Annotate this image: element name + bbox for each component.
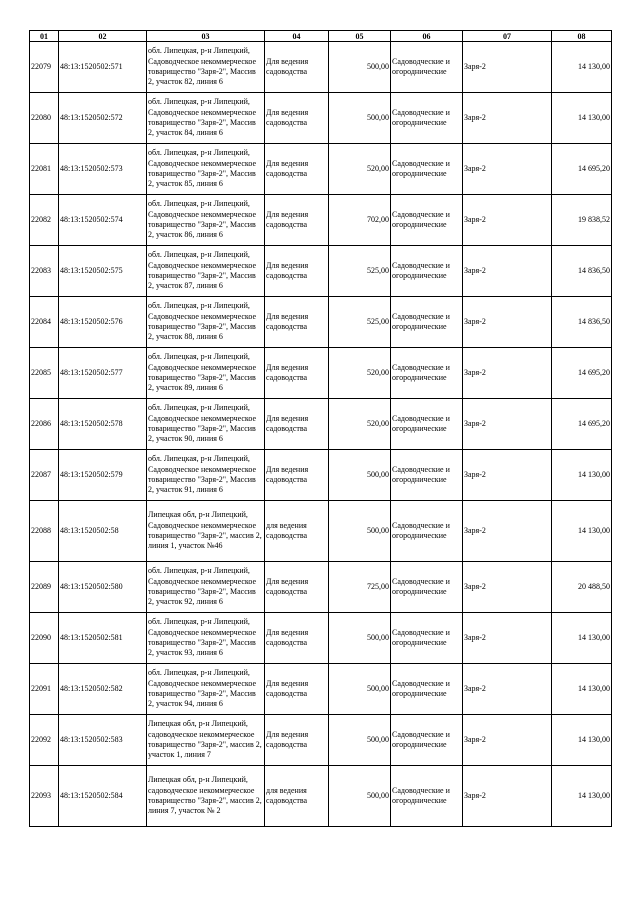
cadastral-value-cell: 14 130,00 [552,664,612,715]
row-number-cell: 22091 [30,664,59,715]
row-number-cell: 22080 [30,93,59,144]
land-registry-table [29,30,612,827]
location-name-cell: Заря-2 [463,562,552,613]
address-text: обл. Липецкая, р-н Липецкий, Садоводческое некоммерческое товарищество "Заря-2", Массив 2, участок 94, линия 6 [148,668,257,709]
location-name-cell: Заря-2 [463,93,552,144]
cadastral-number-cell: 48:13:1520502:575 [59,246,147,297]
table-row [30,195,612,246]
column-header: 07 [463,31,552,42]
cadastral-value-cell: 14 130,00 [552,613,612,664]
category-cell: Садоводческие и огороднические [391,613,463,664]
cadastral-value-cell: 20 488,50 [552,562,612,613]
address-cell [147,562,265,613]
permitted-use-cell: Для ведения садоводства [265,42,329,93]
row-number-cell: 22088 [30,501,59,562]
row-number-cell: 22085 [30,348,59,399]
table-row [30,501,612,562]
cadastral-number-cell: 48:13:1520502:584 [59,766,147,827]
table-row [30,399,612,450]
cadastral-number-cell: 48:13:1520502:581 [59,613,147,664]
address-cell [147,501,265,562]
address-cell [147,93,265,144]
permitted-use-cell: Для ведения садоводства [265,144,329,195]
cadastral-value-cell: 14 695,20 [552,144,612,195]
permitted-use-cell: Для ведения садоводства [265,613,329,664]
category-cell: Садоводческие и огороднические [391,297,463,348]
area-cell: 525,00 [329,297,391,348]
category-cell: Садоводческие и огороднические [391,715,463,766]
cadastral-value-cell: 14 695,20 [552,399,612,450]
cadastral-number-cell: 48:13:1520502:58 [59,501,147,562]
table-row [30,562,612,613]
permitted-use-cell: Для ведения садоводства [265,93,329,144]
row-number-cell: 22083 [30,246,59,297]
category-cell: Садоводческие и огороднические [391,664,463,715]
cadastral-value-cell: 19 838,52 [552,195,612,246]
area-cell: 500,00 [329,766,391,827]
cadastral-number-cell: 48:13:1520502:580 [59,562,147,613]
address-cell [147,144,265,195]
column-header: 03 [147,31,265,42]
table-header [30,31,612,42]
permitted-use-cell: Для ведения садоводства [265,348,329,399]
area-cell: 525,00 [329,246,391,297]
address-cell [147,613,265,664]
address-cell [147,297,265,348]
column-header: 01 [30,31,59,42]
address-text: обл. Липецкая, р-н Липецкий, Садоводческое некоммерческое товарищество "Заря-2", Массив 2, участок 87, линия 6 [148,250,257,291]
permitted-use-cell: Для ведения садоводства [265,195,329,246]
area-cell: 702,00 [329,195,391,246]
permitted-use-cell: для ведения садоводства [265,501,329,562]
location-name-cell: Заря-2 [463,715,552,766]
location-name-cell: Заря-2 [463,144,552,195]
cadastral-number-cell: 48:13:1520502:571 [59,42,147,93]
permitted-use-cell: Для ведения садоводства [265,297,329,348]
cadastral-value-cell: 14 130,00 [552,501,612,562]
location-name-cell: Заря-2 [463,42,552,93]
area-cell: 520,00 [329,348,391,399]
cadastral-number-cell: 48:13:1520502:582 [59,664,147,715]
table-row [30,93,612,144]
column-header: 04 [265,31,329,42]
category-cell: Садоводческие и огороднические [391,42,463,93]
cadastral-value-cell: 14 130,00 [552,766,612,827]
row-number-cell: 22079 [30,42,59,93]
category-cell: Садоводческие и огороднические [391,195,463,246]
area-cell: 500,00 [329,501,391,562]
column-header: 06 [391,31,463,42]
category-cell: Садоводческие и огороднические [391,562,463,613]
cadastral-number-cell: 48:13:1520502:574 [59,195,147,246]
area-cell: 725,00 [329,562,391,613]
address-cell [147,664,265,715]
address-text: обл. Липецкая, р-н Липецкий, Садоводческое некоммерческое товарищество "Заря-2", Массив 2, участок 89, линия 6 [148,352,257,393]
address-text: обл. Липецкая, р-н Липецкий, Садоводческое некоммерческое товарищество "Заря-2", Массив 2, участок 88, линия 6 [148,301,257,342]
table-row [30,246,612,297]
address-cell [147,348,265,399]
address-text: обл. Липецкая, р-н Липецкий, Садоводческое некоммерческое товарищество "Заря-2", Массив 2, участок 90, линия 6 [148,403,257,444]
cadastral-value-cell: 14 130,00 [552,93,612,144]
cadastral-value-cell: 14 130,00 [552,42,612,93]
row-number-cell: 22084 [30,297,59,348]
address-cell [147,715,265,766]
row-number-cell: 22086 [30,399,59,450]
table-row [30,613,612,664]
area-cell: 500,00 [329,664,391,715]
address-text: Липецкая обл, р-н Липецкий, Садоводческое некоммерческое товарищество "Заря-2", массив 2, линия 1, участок №46 [148,510,262,551]
permitted-use-cell: Для ведения садоводства [265,399,329,450]
table-body [30,42,612,827]
permitted-use-cell: Для ведения садоводства [265,715,329,766]
cadastral-value-cell: 14 695,20 [552,348,612,399]
category-cell: Садоводческие и огороднические [391,144,463,195]
cadastral-number-cell: 48:13:1520502:578 [59,399,147,450]
row-number-cell: 22090 [30,613,59,664]
category-cell: Садоводческие и огороднические [391,399,463,450]
area-cell: 500,00 [329,450,391,501]
address-cell [147,246,265,297]
row-number-cell: 22082 [30,195,59,246]
category-cell: Садоводческие и огороднические [391,93,463,144]
area-cell: 500,00 [329,93,391,144]
category-cell: Садоводческие и огороднические [391,766,463,827]
row-number-cell: 22093 [30,766,59,827]
address-text: обл. Липецкая, р-н Липецкий, Садоводческое некоммерческое товарищество "Заря-2", Массив 2, участок 93, линия 6 [148,617,257,658]
row-number-cell: 22081 [30,144,59,195]
table-row [30,144,612,195]
permitted-use-cell: для ведения садоводства [265,766,329,827]
area-cell: 500,00 [329,42,391,93]
area-cell: 520,00 [329,399,391,450]
permitted-use-cell: Для ведения садоводства [265,450,329,501]
cadastral-number-cell: 48:13:1520502:583 [59,715,147,766]
address-text: обл. Липецкая, р-н Липецкий, Садоводческое некоммерческое товарищество "Заря-2", Массив 2, участок 84, линия 6 [148,97,257,138]
address-cell [147,195,265,246]
cadastral-number-cell: 48:13:1520502:576 [59,297,147,348]
row-number-cell: 22092 [30,715,59,766]
row-number-cell: 22087 [30,450,59,501]
permitted-use-cell: Для ведения садоводства [265,562,329,613]
table-row [30,348,612,399]
cadastral-number-cell: 48:13:1520502:577 [59,348,147,399]
address-text: обл. Липецкая, р-н Липецкий, Садоводческое некоммерческое товарищество "Заря-2", Массив 2, участок 86, линия 6 [148,199,257,240]
row-number-cell: 22089 [30,562,59,613]
column-header: 02 [59,31,147,42]
location-name-cell: Заря-2 [463,450,552,501]
location-name-cell: Заря-2 [463,246,552,297]
location-name-cell: Заря-2 [463,501,552,562]
category-cell: Садоводческие и огороднические [391,501,463,562]
table-row [30,715,612,766]
address-text: обл. Липецкая, р-н Липецкий, Садоводческое некоммерческое товарищество "Заря-2", Массив 2, участок 92, линия 6 [148,566,257,607]
location-name-cell: Заря-2 [463,766,552,827]
address-text: обл. Липецкая, р-н Липецкий, Садоводческое некоммерческое товарищество "Заря-2", Массив 2, участок 85, линия 6 [148,148,257,189]
location-name-cell: Заря-2 [463,348,552,399]
address-text: Липецкая обл, р-н Липецкий, садоводческое некоммерческое товарищество "Заря-2", массив 2, линия 7, участок № 2 [148,775,262,816]
column-header: 08 [552,31,612,42]
table-row [30,766,612,827]
cadastral-number-cell: 48:13:1520502:572 [59,93,147,144]
location-name-cell: Заря-2 [463,195,552,246]
table-row [30,450,612,501]
area-cell: 520,00 [329,144,391,195]
cadastral-value-cell: 14 130,00 [552,715,612,766]
area-cell: 500,00 [329,613,391,664]
address-text: Липецкая обл, р-н Липецкий, садоводческое некоммерческое товарищество "Заря-2", массив 2, участок 1, линия 7 [148,719,262,760]
address-text: обл. Липецкая, р-н Липецкий, Садоводческое некоммерческое товарищество "Заря-2", Массив 2, участок 91, линия 6 [148,454,257,495]
location-name-cell: Заря-2 [463,399,552,450]
column-header: 05 [329,31,391,42]
address-cell [147,399,265,450]
location-name-cell: Заря-2 [463,664,552,715]
cadastral-number-cell: 48:13:1520502:573 [59,144,147,195]
category-cell: Садоводческие и огороднические [391,246,463,297]
table-row [30,664,612,715]
address-cell [147,450,265,501]
header-row [30,31,612,42]
cadastral-value-cell: 14 130,00 [552,450,612,501]
table-row [30,42,612,93]
address-cell [147,766,265,827]
location-name-cell: Заря-2 [463,613,552,664]
table-row [30,297,612,348]
cadastral-number-cell: 48:13:1520502:579 [59,450,147,501]
cadastral-value-cell: 14 836,50 [552,246,612,297]
cadastral-value-cell: 14 836,50 [552,297,612,348]
category-cell: Садоводческие и огороднические [391,450,463,501]
category-cell: Садоводческие и огороднические [391,348,463,399]
area-cell: 500,00 [329,715,391,766]
permitted-use-cell: Для ведения садоводства [265,664,329,715]
permitted-use-cell: Для ведения садоводства [265,246,329,297]
address-text: обл. Липецкая, р-н Липецкий, Садоводческое некоммерческое товарищество "Заря-2", Массив 2, участок 82, линия 6 [148,46,257,87]
location-name-cell: Заря-2 [463,297,552,348]
address-cell [147,42,265,93]
